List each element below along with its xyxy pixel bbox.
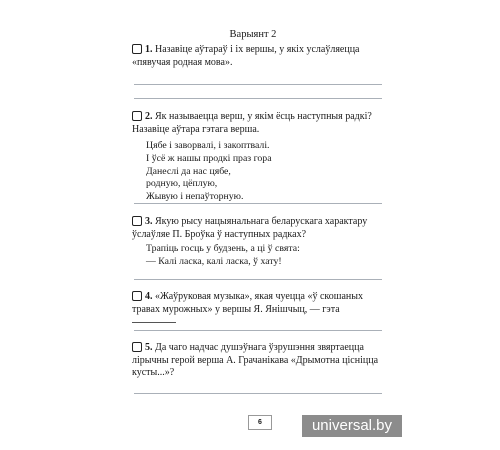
task-5: [132, 342, 384, 380]
task-4-text-line-2: травах мурожных» у вершы Я. Янішчыц, — гэта: [132, 303, 340, 315]
task-5-number: 5.: [145, 342, 153, 353]
task-3-text-line-1: Якую рысу нацыянальнага беларускага характару: [155, 216, 368, 227]
worksheet-page: [118, 0, 388, 450]
answer-line: [134, 203, 382, 204]
task-5-checkbox[interactable]: [132, 342, 142, 352]
task-1-number: 1.: [145, 44, 153, 55]
poem-quote: [146, 140, 384, 204]
answer-line: [134, 279, 382, 280]
answer-line: [134, 393, 382, 394]
poem-line: Данеслі да нас цябе,: [146, 165, 231, 177]
task-1-checkbox[interactable]: [132, 44, 142, 54]
task-5-text-line-3: кусты...»?: [132, 367, 175, 378]
variant-title: Варыянт 2: [229, 29, 277, 40]
task-1: [132, 44, 384, 69]
poem-line: — Калі ласка, калі ласка, ў хату!: [146, 255, 282, 267]
poem-line: родную, цёплую,: [146, 178, 218, 190]
poem-line: Цябе і заворвалі, і закоптвалі.: [146, 140, 270, 151]
answer-line: [134, 98, 382, 99]
task-2-text-line-2: Назавіце аўтара гэтага верша.: [132, 123, 260, 135]
task-2-text-line-1: Як называецца верш, у якім ёсць наступныя радкі?: [155, 111, 372, 122]
answer-line: [134, 330, 382, 331]
task-2-checkbox[interactable]: [132, 111, 142, 121]
page-number: 6: [248, 415, 272, 430]
task-2: [132, 111, 384, 204]
watermark-logo: universal.by: [302, 415, 402, 437]
task-4-checkbox[interactable]: [132, 291, 142, 301]
task-3-number: 3.: [145, 216, 153, 227]
task-3: [132, 216, 384, 269]
task-4-text-line-1: «Жаўруковая музыка», якая чуецца «ў скошаных: [155, 291, 363, 302]
task-4: [132, 291, 384, 329]
answer-line: [134, 84, 382, 85]
task-3-checkbox[interactable]: [132, 216, 142, 226]
answer-blank[interactable]: [132, 322, 176, 323]
task-4-number: 4.: [145, 291, 153, 302]
poem-line: Трапіць госць у будзень, а ці ў свята:: [146, 243, 300, 254]
task-1-text-line-2: «пявучая родная мова».: [132, 56, 233, 68]
task-1-text-line-1: Назавіце аўтараў і іх вершы, у якіх услаўляецца: [155, 44, 360, 55]
poem-line: Жывую і непаўторную.: [146, 191, 244, 203]
task-5-text-line-1: Да чаго надчас душэўнага ўзрушэння звяртаецца: [155, 342, 364, 353]
task-5-text-line-2: лірычны герой верша А. Грачанікава «Дрымотна цісніцца: [132, 354, 379, 366]
poem-quote: [146, 243, 384, 269]
task-3-text-line-2: ўслаўляе П. Броўка ў наступных радках?: [132, 228, 307, 240]
poem-line: І ўсё ж нашы продкі праз гора: [146, 152, 272, 164]
task-2-number: 2.: [145, 111, 153, 122]
